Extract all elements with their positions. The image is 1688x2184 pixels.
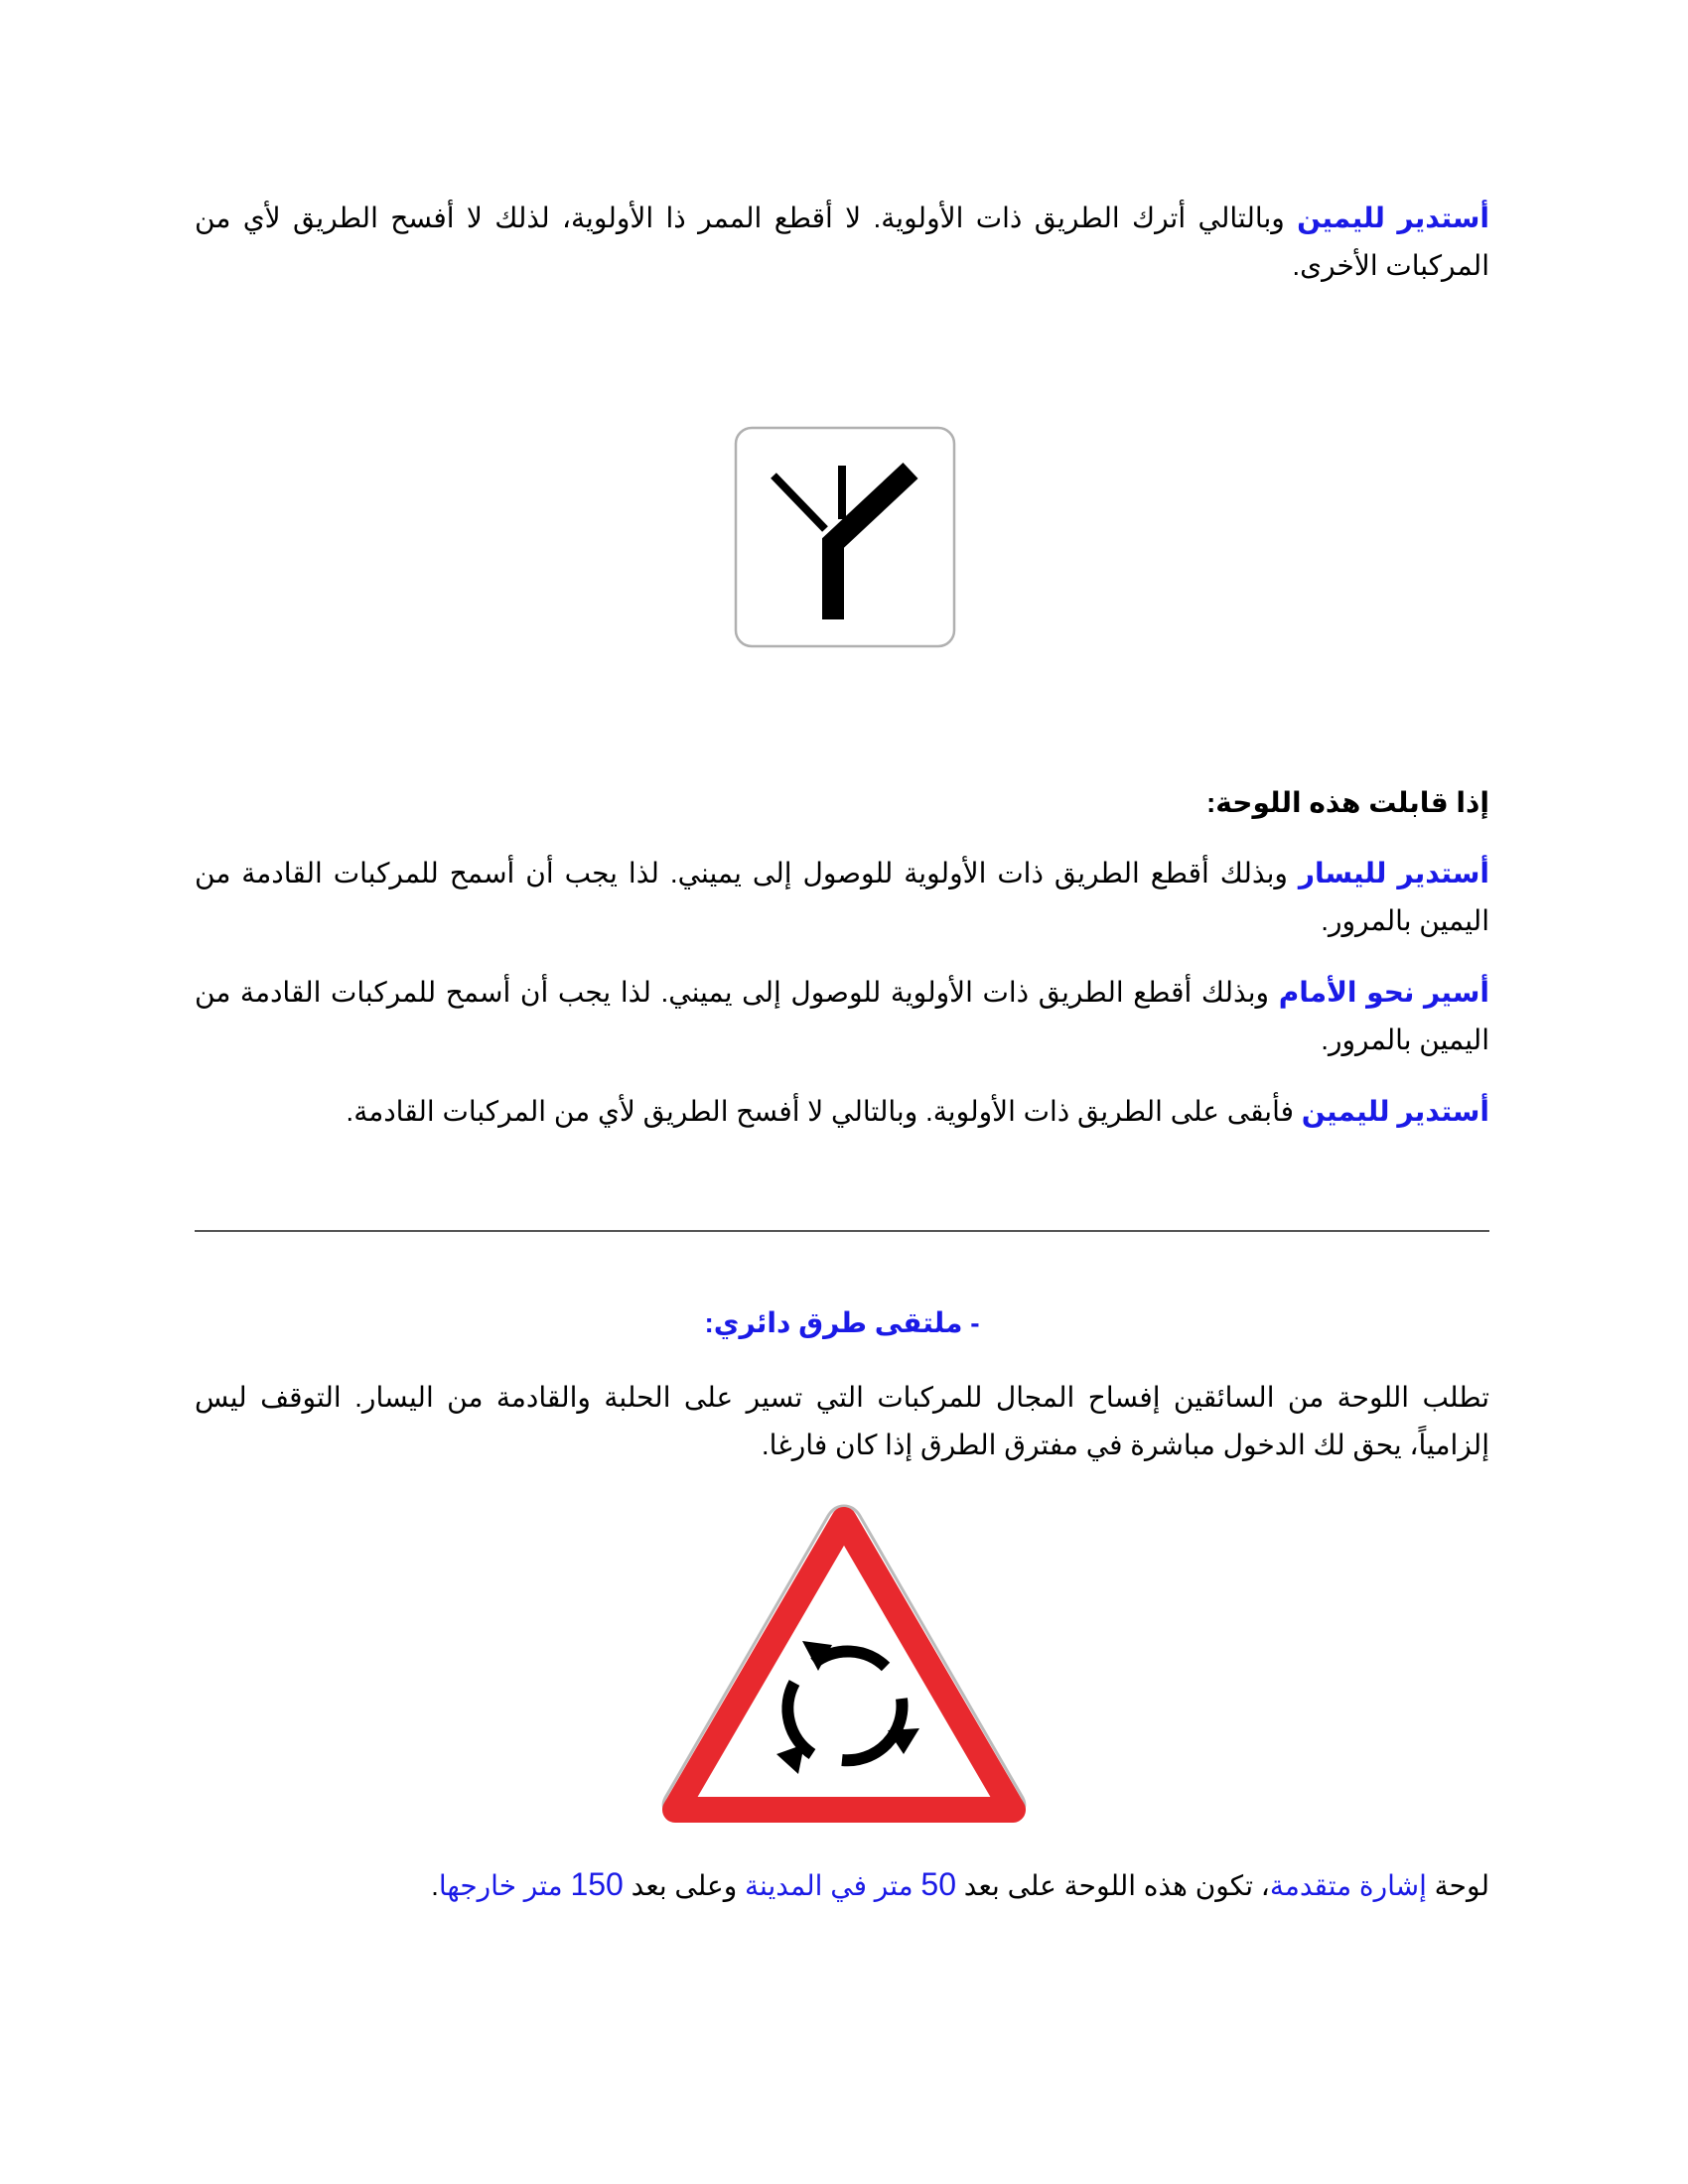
note-distance-city-number: 50 [920, 1866, 957, 1902]
note-text: لوحة [1426, 1870, 1489, 1901]
highlight-turn-left: أستدير لليسار [1298, 858, 1489, 888]
note-advance-sign: إشارة متقدمة [1269, 1870, 1427, 1901]
note-distance-outside-number: 150 [570, 1866, 624, 1902]
advance-sign-note [195, 1860, 1489, 1910]
roundabout-warning-sign-icon [655, 1494, 1033, 1832]
intro-paragraph [195, 195, 1489, 290]
highlight-turn-right: أستدير لليمين [1301, 1096, 1489, 1127]
note-text: ، تكون هذه اللوحة على بعد [956, 1870, 1270, 1901]
intro-text: وبالتالي أترك الطريق ذات الأولوية. لا أقطع الممر ذا الأولوية، لذلك لا أفسح الطريق لأي من المركبات الأخرى. [195, 203, 1489, 281]
roundabout-heading: - ملتقى طرق دائري: [704, 1307, 980, 1338]
note-text: وعلى بعد [623, 1870, 746, 1901]
roundabout-paragraph: تطلب اللوحة من السائقين إفساح المجال للمركبات التي تسير على الحلبة والقادمة من اليسار. التوقف ليس إلزامياً، يحق لك الدخول مباشرة في مفترق الطرق إذا كان فارغا. [195, 1382, 1489, 1460]
answer-text: فأبقى على الطريق ذات الأولوية. وبالتالي لا أفسح الطريق لأي من المركبات القادمة. [346, 1096, 1302, 1127]
fork-priority-right-sign-icon [734, 426, 956, 648]
highlight-turn-right: أستدير لليمين [1297, 203, 1490, 233]
highlight-go-straight: أسير نحو الأمام [1278, 977, 1489, 1008]
answer-go-straight [195, 969, 1489, 1064]
note-text: . [431, 1870, 439, 1901]
answer-turn-right [195, 1088, 1489, 1136]
answer-text: وبذلك أقطع الطريق ذات الأولوية للوصول إلى يميني. لذا يجب أن أسمح للمركبات القادمة من اليمين بالمرور. [195, 977, 1489, 1055]
answer-text: وبذلك أقطع الطريق ذات الأولوية للوصول إلى يميني. لذا يجب أن أسمح للمركبات القادمة من اليمين بالمرور. [195, 858, 1489, 936]
note-distance-city-unit: متر في المدينة [745, 1870, 921, 1901]
sign-question-heading: إذا قابلت هذه اللوحة: [1205, 787, 1489, 818]
note-distance-outside-unit: متر خارجها [438, 1870, 571, 1901]
section-divider [195, 1230, 1489, 1232]
answer-turn-left [195, 850, 1489, 945]
